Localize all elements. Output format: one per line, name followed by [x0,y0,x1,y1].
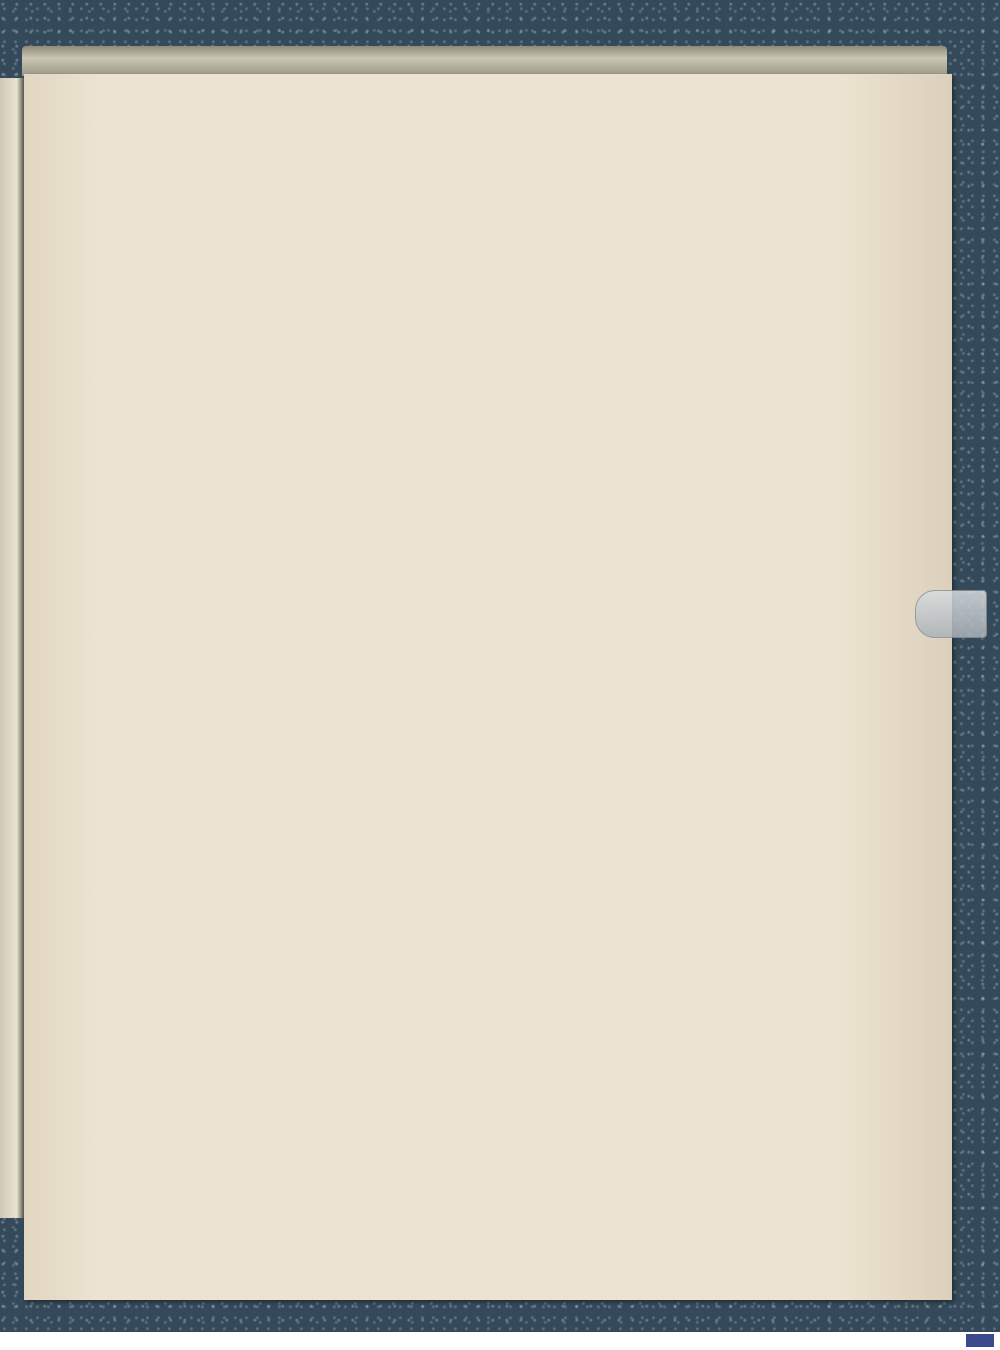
dfg-logo [966,1334,994,1347]
page-edges [22,46,947,76]
facing-page-edge [0,78,24,1218]
page-clip [915,590,987,638]
footer-bar [0,1332,1000,1350]
word-columns [84,564,764,704]
